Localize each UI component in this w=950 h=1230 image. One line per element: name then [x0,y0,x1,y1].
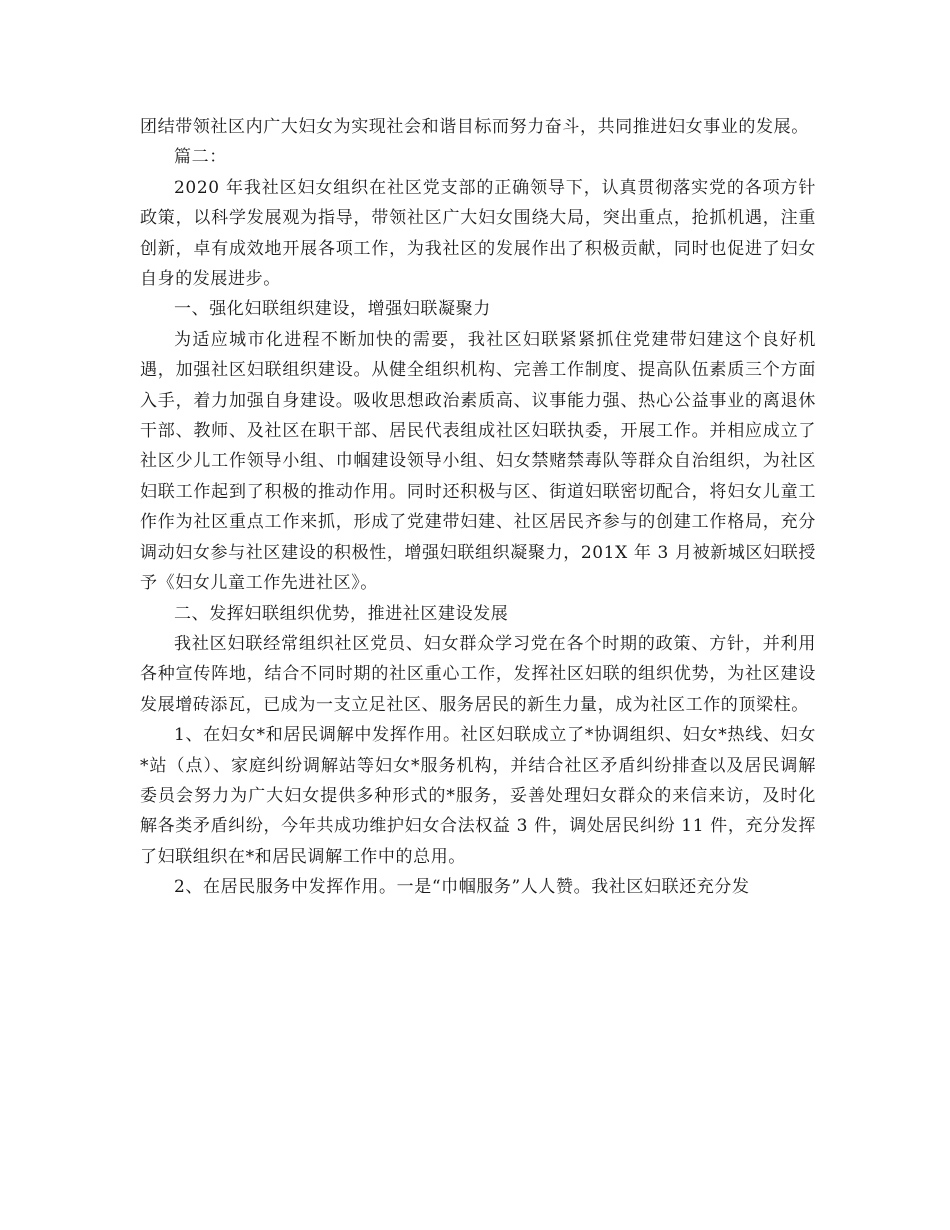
paragraph-item-1: 1、在妇女*和居民调解中发挥作用。社区妇联成立了*协调组织、妇女*热线、妇女*站（点）、家庭纠纷调解站等妇女*服务机构，并结合社区矛盾纠纷排查以及居民调解委员会努力为广大妇女提供多种形式的*服务，妥善处理妇女群众的来信来访，及时化解各类矛盾纠纷，今年共成功维护妇女合法权益 3 件，调处居民纠纷 11 件，充分发挥了妇联组织在*和居民调解工作中的总用。 [140,725,816,867]
paragraph-item-2: 2、在居民服务中发挥作用。一是“巾帼服务”人人赞。我社区妇联还充分发 [174,877,750,898]
document-page [140,112,816,903]
paragraph-intro: 2020 年我社区妇女组织在社区党支部的正确领导下，认真贯彻落实党的各项方针政策，以科学发展观为指导，带领社区广大妇女围绕大局，突出重点，抢抓机遇，注重创新，卓有成效地开展各项工作，为我社区的发展作出了积极贡献，同时也促进了妇女自身的发展进步。 [140,177,816,290]
section-heading-2: 二、发挥妇联组织优势，推进社区建设发展 [174,603,509,624]
section-heading-1: 一、强化妇联组织建设，增强妇联凝聚力 [174,299,491,320]
section-label: 篇二： [174,147,227,168]
paragraph-body-1: 为适应城市化进程不断加快的需要，我社区妇联紧紧抓住党建带妇建这个良好机遇，加强社区妇联组织建设。从健全组织机构、完善工作制度、提高队伍素质三个方面入手，着力加强自身建设。吸收思想政治素质高、议事能力强、热心公益事业的离退休干部、教师、及社区在职干部、居民代表组成社区妇联执委，开展工作。并相应成立了社区少儿工作领导小组、巾帼建设领导小组、妇女禁赌禁毒队等群众自治组织，为社区妇联工作起到了积极的推动作用。同时还积极与区、街道妇联密切配合，将妇女儿童工作作为社区重点工作来抓，形成了党建带妇建、社区居民齐参与的创建工作格局，充分调动妇女参与社区建设的积极性，增强妇联组织凝聚力，201X 年 3 月被新城区妇联授予《妇女儿童工作先进社区》。 [140,329,816,594]
paragraph-continued: 团结带领社区内广大妇女为实现社会和谐目标而努力奋斗，共同推进妇女事业的发展。 [140,117,809,137]
paragraph-body-2: 我社区妇联经常组织社区党员、妇女群众学习党在各个时期的政策、方针，并利用各种宣传阵地，结合不同时期的社区重心工作，发挥社区妇联的组织优势，为社区建设发展增砖添瓦，已成为一支立足社区、服务居民的新生力量，成为社区工作的顶梁柱。 [140,633,816,715]
